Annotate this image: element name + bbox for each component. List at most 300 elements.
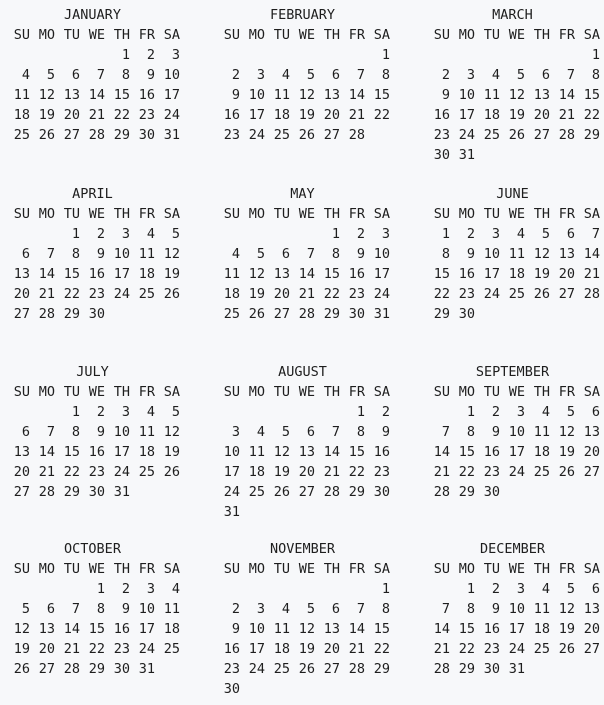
day-cell: 17 [138, 621, 155, 637]
day-cell: 21 [63, 641, 80, 657]
day-cell: 8 [96, 601, 105, 617]
day-cell: 8 [71, 424, 80, 440]
day-cell: 14 [348, 621, 365, 637]
day-cell: 12 [508, 87, 525, 103]
weekday-header: SA [163, 27, 180, 43]
month-title: OCTOBER [64, 541, 121, 557]
day-cell: 10 [248, 87, 265, 103]
day-cell: 1 [71, 226, 80, 242]
day-cell: 23 [223, 661, 240, 677]
day-cell: 28 [298, 306, 315, 322]
weekday-header: MO [38, 384, 55, 400]
day-cell: 16 [483, 621, 500, 637]
weekday-header: TH [113, 561, 130, 577]
weekday-header: MO [38, 206, 55, 222]
day-cell: 9 [96, 246, 105, 262]
day-cell: 13 [273, 266, 290, 282]
day-cell: 11 [273, 87, 290, 103]
month-title: APRIL [72, 186, 113, 202]
day-cell: 19 [558, 444, 575, 460]
day-cell: 21 [433, 464, 450, 480]
day-cell: 20 [13, 464, 30, 480]
day-cell: 13 [583, 424, 600, 440]
day-cell: 30 [113, 661, 130, 677]
month-november [215, 539, 390, 699]
weekday-header: FR [138, 206, 155, 222]
day-cell: 19 [13, 641, 30, 657]
day-cell: 29 [88, 661, 105, 677]
day-cell: 14 [298, 266, 315, 282]
day-cell: 17 [373, 266, 390, 282]
day-cell: 18 [223, 286, 240, 302]
day-cell: 27 [273, 306, 290, 322]
day-cell: 10 [113, 424, 130, 440]
day-cell: 4 [516, 226, 525, 242]
day-cell: 16 [138, 87, 155, 103]
day-cell: 28 [323, 484, 340, 500]
day-cell: 27 [298, 484, 315, 500]
weekday-header: WE [298, 27, 315, 43]
day-cell: 11 [273, 621, 290, 637]
day-cell: 7 [566, 67, 575, 83]
day-cell: 11 [13, 87, 30, 103]
day-cell: 15 [323, 266, 340, 282]
day-cell: 11 [483, 87, 500, 103]
day-cell: 10 [508, 424, 525, 440]
weekday-header: SA [163, 561, 180, 577]
weekday-header: TU [63, 561, 80, 577]
day-cell: 23 [113, 641, 130, 657]
weekday-header: FR [348, 384, 365, 400]
day-cell: 1 [96, 581, 105, 597]
day-cell: 9 [231, 87, 240, 103]
day-cell: 16 [483, 444, 500, 460]
day-cell: 1 [466, 581, 475, 597]
day-cell: 21 [348, 641, 365, 657]
day-cell: 30 [483, 484, 500, 500]
day-cell: 15 [583, 87, 600, 103]
day-cell: 14 [558, 87, 575, 103]
day-cell: 5 [566, 581, 575, 597]
day-cell: 11 [533, 424, 550, 440]
weekday-header: FR [558, 206, 575, 222]
day-cell: 26 [163, 464, 180, 480]
day-cell: 6 [331, 67, 340, 83]
weekday-header: SU [13, 206, 30, 222]
month-title: DECEMBER [479, 541, 546, 557]
day-cell: 7 [46, 424, 55, 440]
day-cell: 23 [88, 464, 105, 480]
day-cell: 16 [88, 444, 105, 460]
day-cell: 29 [348, 484, 365, 500]
day-cell: 18 [533, 444, 550, 460]
day-cell: 23 [348, 286, 365, 302]
weekday-header: WE [88, 384, 105, 400]
day-cell: 25 [273, 661, 290, 677]
day-cell: 1 [71, 404, 80, 420]
day-cell: 14 [583, 246, 600, 262]
month-october [5, 539, 180, 699]
day-cell: 15 [348, 444, 365, 460]
day-cell: 15 [88, 621, 105, 637]
month-title: JULY [76, 364, 109, 380]
month-june [425, 184, 600, 344]
month-title: JUNE [496, 186, 529, 202]
day-cell: 13 [323, 621, 340, 637]
day-cell: 21 [88, 107, 105, 123]
day-cell: 20 [583, 621, 600, 637]
day-cell: 26 [533, 286, 550, 302]
day-cell: 15 [373, 621, 390, 637]
day-cell: 11 [223, 266, 240, 282]
day-cell: 5 [306, 601, 315, 617]
weekday-header: FR [138, 561, 155, 577]
month-title: NOVEMBER [269, 541, 336, 557]
weekday-header: SU [223, 206, 240, 222]
weekday-header: WE [298, 561, 315, 577]
day-cell: 13 [533, 87, 550, 103]
day-cell: 26 [508, 127, 525, 143]
day-cell: 23 [483, 464, 500, 480]
day-cell: 7 [306, 246, 315, 262]
day-cell: 27 [13, 484, 30, 500]
day-cell: 26 [163, 286, 180, 302]
day-cell: 23 [373, 464, 390, 480]
month-april [5, 184, 180, 344]
day-cell: 25 [533, 641, 550, 657]
day-cell: 25 [248, 484, 265, 500]
day-cell: 23 [433, 127, 450, 143]
day-cell: 12 [13, 621, 30, 637]
day-cell: 1 [381, 581, 390, 597]
month-december [425, 539, 600, 699]
day-cell: 25 [508, 286, 525, 302]
weekday-header: SA [373, 561, 390, 577]
weekday-header: FR [348, 27, 365, 43]
day-cell: 6 [591, 404, 600, 420]
day-cell: 22 [88, 641, 105, 657]
day-cell: 26 [298, 127, 315, 143]
day-cell: 19 [298, 107, 315, 123]
day-cell: 22 [583, 107, 600, 123]
day-cell: 6 [21, 246, 30, 262]
weekday-header: MO [248, 206, 265, 222]
day-cell: 12 [273, 444, 290, 460]
day-cell: 28 [348, 127, 365, 143]
weekday-header: TU [483, 27, 500, 43]
day-cell: 15 [63, 444, 80, 460]
day-cell: 27 [38, 661, 55, 677]
day-cell: 20 [63, 107, 80, 123]
month-february [215, 5, 390, 165]
day-cell: 11 [508, 246, 525, 262]
day-cell: 21 [348, 107, 365, 123]
day-cell: 3 [256, 601, 265, 617]
day-cell: 6 [591, 581, 600, 597]
weekday-header: SU [223, 27, 240, 43]
weekday-header: TU [483, 384, 500, 400]
weekday-header: FR [558, 384, 575, 400]
day-cell: 5 [46, 67, 55, 83]
day-cell: 19 [558, 621, 575, 637]
day-cell: 16 [223, 107, 240, 123]
weekday-header: MO [248, 384, 265, 400]
day-cell: 17 [483, 266, 500, 282]
day-cell: 28 [348, 661, 365, 677]
day-cell: 10 [138, 601, 155, 617]
day-cell: 24 [248, 127, 265, 143]
day-cell: 29 [113, 127, 130, 143]
day-cell: 30 [88, 484, 105, 500]
day-cell: 9 [231, 621, 240, 637]
day-cell: 22 [113, 107, 130, 123]
day-cell: 20 [298, 464, 315, 480]
weekday-header: TU [483, 561, 500, 577]
day-cell: 25 [138, 464, 155, 480]
day-cell: 31 [113, 484, 130, 500]
day-cell: 3 [256, 67, 265, 83]
day-cell: 10 [113, 246, 130, 262]
day-cell: 23 [138, 107, 155, 123]
month-july [5, 362, 180, 522]
day-cell: 1 [441, 226, 450, 242]
day-cell: 18 [483, 107, 500, 123]
day-cell: 25 [273, 127, 290, 143]
day-cell: 14 [63, 621, 80, 637]
day-cell: 22 [63, 464, 80, 480]
day-cell: 5 [171, 226, 180, 242]
day-cell: 4 [541, 404, 550, 420]
weekday-header: SU [433, 561, 450, 577]
day-cell: 12 [298, 87, 315, 103]
day-cell: 30 [88, 306, 105, 322]
day-cell: 19 [508, 107, 525, 123]
day-cell: 18 [163, 621, 180, 637]
day-cell: 25 [483, 127, 500, 143]
day-cell: 17 [248, 641, 265, 657]
weekday-header: FR [348, 206, 365, 222]
weekday-header: WE [508, 561, 525, 577]
day-cell: 2 [441, 67, 450, 83]
weekday-header: TH [533, 27, 550, 43]
weekday-header: TU [273, 384, 290, 400]
day-cell: 1 [591, 47, 600, 63]
day-cell: 20 [323, 641, 340, 657]
day-cell: 7 [356, 601, 365, 617]
day-cell: 14 [348, 87, 365, 103]
day-cell: 2 [491, 404, 500, 420]
weekday-header: SA [583, 384, 600, 400]
day-cell: 13 [583, 601, 600, 617]
day-cell: 12 [533, 246, 550, 262]
day-cell: 27 [63, 127, 80, 143]
day-cell: 4 [231, 246, 240, 262]
weekday-header: TH [323, 561, 340, 577]
day-cell: 9 [466, 246, 475, 262]
day-cell: 9 [381, 424, 390, 440]
day-cell: 13 [558, 246, 575, 262]
day-cell: 12 [298, 621, 315, 637]
day-cell: 6 [566, 226, 575, 242]
day-cell: 27 [323, 127, 340, 143]
day-cell: 9 [441, 87, 450, 103]
day-cell: 25 [163, 641, 180, 657]
weekday-header: TH [323, 27, 340, 43]
day-cell: 26 [298, 661, 315, 677]
day-cell: 5 [256, 246, 265, 262]
day-cell: 20 [583, 444, 600, 460]
day-cell: 24 [373, 286, 390, 302]
day-cell: 16 [223, 641, 240, 657]
day-cell: 19 [248, 286, 265, 302]
day-cell: 20 [38, 641, 55, 657]
day-cell: 18 [13, 107, 30, 123]
weekday-header: MO [458, 561, 475, 577]
day-cell: 8 [71, 246, 80, 262]
day-cell: 28 [88, 127, 105, 143]
day-cell: 26 [558, 641, 575, 657]
day-cell: 17 [113, 444, 130, 460]
day-cell: 5 [541, 226, 550, 242]
day-cell: 3 [466, 67, 475, 83]
day-cell: 1 [381, 47, 390, 63]
day-cell: 8 [356, 424, 365, 440]
day-cell: 29 [458, 661, 475, 677]
day-cell: 14 [433, 621, 450, 637]
day-cell: 9 [356, 246, 365, 262]
day-cell: 19 [163, 266, 180, 282]
weekday-header: TH [113, 206, 130, 222]
day-cell: 21 [433, 641, 450, 657]
day-cell: 25 [138, 286, 155, 302]
weekday-header: FR [558, 27, 575, 43]
day-cell: 22 [458, 641, 475, 657]
day-cell: 2 [466, 226, 475, 242]
day-cell: 8 [381, 601, 390, 617]
day-cell: 9 [491, 424, 500, 440]
day-cell: 24 [508, 464, 525, 480]
day-cell: 27 [533, 127, 550, 143]
weekday-header: TU [273, 561, 290, 577]
day-cell: 23 [483, 641, 500, 657]
day-cell: 2 [121, 581, 130, 597]
day-cell: 24 [223, 484, 240, 500]
month-title: FEBRUARY [269, 7, 336, 23]
day-cell: 16 [348, 266, 365, 282]
day-cell: 8 [591, 67, 600, 83]
day-cell: 14 [38, 266, 55, 282]
day-cell: 17 [458, 107, 475, 123]
day-cell: 4 [171, 581, 180, 597]
day-cell: 7 [331, 424, 340, 440]
weekday-header: MO [38, 27, 55, 43]
weekday-header: TH [323, 384, 340, 400]
day-cell: 15 [113, 87, 130, 103]
day-cell: 29 [63, 306, 80, 322]
day-cell: 17 [223, 464, 240, 480]
month-title: AUGUST [278, 364, 327, 380]
day-cell: 28 [63, 661, 80, 677]
day-cell: 29 [583, 127, 600, 143]
day-cell: 2 [231, 67, 240, 83]
day-cell: 30 [223, 681, 240, 697]
weekday-header: TH [113, 384, 130, 400]
day-cell: 30 [433, 147, 450, 163]
day-cell: 20 [273, 286, 290, 302]
day-cell: 10 [223, 444, 240, 460]
weekday-header: TH [533, 206, 550, 222]
day-cell: 3 [516, 581, 525, 597]
day-cell: 3 [491, 226, 500, 242]
day-cell: 11 [138, 246, 155, 262]
weekday-header: SA [583, 561, 600, 577]
day-cell: 31 [163, 127, 180, 143]
day-cell: 4 [146, 404, 155, 420]
day-cell: 12 [248, 266, 265, 282]
day-cell: 2 [96, 404, 105, 420]
day-cell: 28 [38, 484, 55, 500]
day-cell: 27 [583, 641, 600, 657]
day-cell: 15 [63, 266, 80, 282]
weekday-header: WE [88, 27, 105, 43]
day-cell: 31 [508, 661, 525, 677]
day-cell: 7 [96, 67, 105, 83]
day-cell: 7 [46, 246, 55, 262]
day-cell: 10 [248, 621, 265, 637]
day-cell: 21 [38, 286, 55, 302]
day-cell: 24 [248, 661, 265, 677]
weekday-header: WE [508, 384, 525, 400]
weekday-header: MO [248, 561, 265, 577]
day-cell: 5 [281, 424, 290, 440]
day-cell: 24 [113, 464, 130, 480]
day-cell: 21 [323, 464, 340, 480]
day-cell: 23 [223, 127, 240, 143]
day-cell: 5 [566, 404, 575, 420]
day-cell: 15 [458, 621, 475, 637]
weekday-header: SU [223, 561, 240, 577]
day-cell: 24 [113, 286, 130, 302]
day-cell: 10 [458, 87, 475, 103]
day-cell: 17 [248, 107, 265, 123]
day-cell: 2 [381, 404, 390, 420]
day-cell: 28 [433, 484, 450, 500]
weekday-header: SA [583, 27, 600, 43]
day-cell: 19 [273, 464, 290, 480]
month-september [425, 362, 600, 522]
day-cell: 12 [38, 87, 55, 103]
day-cell: 2 [231, 601, 240, 617]
day-cell: 18 [273, 107, 290, 123]
day-cell: 8 [441, 246, 450, 262]
day-cell: 3 [171, 47, 180, 63]
day-cell: 6 [306, 424, 315, 440]
day-cell: 18 [508, 266, 525, 282]
day-cell: 30 [373, 484, 390, 500]
day-cell: 8 [381, 67, 390, 83]
weekday-header: TH [533, 384, 550, 400]
weekday-header: FR [138, 27, 155, 43]
day-cell: 10 [483, 246, 500, 262]
day-cell: 17 [113, 266, 130, 282]
month-title: JANUARY [64, 7, 121, 23]
day-cell: 1 [466, 404, 475, 420]
day-cell: 3 [516, 404, 525, 420]
weekday-header: WE [298, 206, 315, 222]
day-cell: 20 [323, 107, 340, 123]
day-cell: 4 [146, 226, 155, 242]
day-cell: 14 [323, 444, 340, 460]
